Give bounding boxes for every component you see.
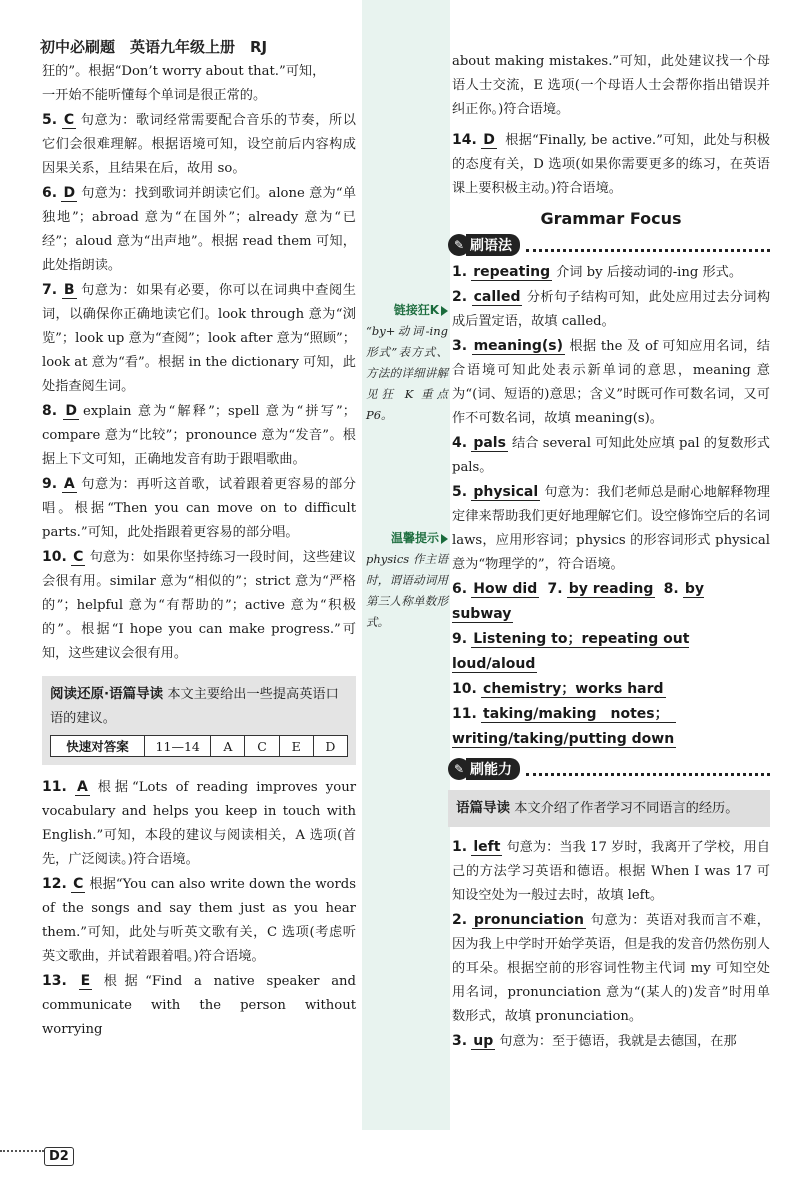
item-number: 10. <box>452 681 477 697</box>
explanation: 根据“You can also write down the words of the songs and say them just as you hear them.”可知，此处与听英文歌有关，C 选项(考虑听英文歌曲，并试着跟着唱。)符合语境。 <box>42 877 356 964</box>
answer-key: meaning(s) <box>473 338 563 354</box>
item-number: 7. <box>547 581 563 597</box>
triangle-icon <box>441 534 448 544</box>
section-title: Grammar Focus <box>540 209 682 228</box>
table-range: 11—14 <box>145 736 211 757</box>
item-number: 1. <box>452 839 468 855</box>
answer-key: C <box>73 549 84 565</box>
answer-key: How did <box>473 581 538 597</box>
answer-item <box>42 108 356 181</box>
answer-item <box>452 285 770 334</box>
answer-key: repeating <box>473 264 551 280</box>
explanation: 句意为：歌词经常需要配合音乐的节奏，所以它们会很难理解。根据语境可知，设空前后内容构成因果关系，且结果在后，故用 so。 <box>42 113 356 176</box>
answer-item <box>42 278 356 399</box>
reading-guide-box <box>42 676 356 765</box>
intro-text: about making mistakes.”可知，此处建议找一个母语人士交流，E 选项(一个母语人士会帮你指出错误并纠正你。)符合语境。 <box>452 54 770 117</box>
item-number: 3. <box>452 338 468 354</box>
explanation: 句意为：找到歌词并朗读它们。alone 意为“单独地”；abroad 意为“在国外”；already 意为“已经”；aloud 意为“出声地”。根据 read them 可知，此处指朗读。 <box>42 186 357 273</box>
item-number: 1. <box>452 264 468 280</box>
item-number: 9. <box>452 631 468 647</box>
item-number: 6. <box>452 581 468 597</box>
box-title: 阅读还原·语篇导读 <box>50 686 164 702</box>
explanation: 介词 by 后接动词的-ing 形式。 <box>556 265 743 280</box>
item-number: 11. <box>452 706 477 722</box>
answer-item <box>452 1029 770 1054</box>
answer-item <box>42 775 356 872</box>
answer-key: physical <box>473 484 539 500</box>
explanation: 句意为：如果有必要，你可以在词典中查阅生词，以确保你正确地读它们。look through 意为“浏览”；look up 意为“查阅”；look after 意为“照顾”；look at 意为“看”。根据 in the dictionary 可知，此处指查阅生词。 <box>42 283 356 394</box>
item-number: 2. <box>452 912 468 928</box>
item-number: 4. <box>452 435 468 451</box>
answer-item <box>42 545 356 666</box>
pencil-icon: ✎ <box>448 234 470 256</box>
quick-answer-table <box>50 735 348 757</box>
intro-line: 一开始不能听懂每个单词是很正常的。 <box>42 88 267 103</box>
explanation: 句意为：英语对我而言不难，因为我上中学时开始学英语，但是我的发音仍然伤别人的耳朵。根据空前的形容词性物主代词 my 可知空处用名词，pronunciation 意为“(某人的)发音”时用单数形式，故填 pronunciation。 <box>452 913 770 1024</box>
note-title: 链接狂K <box>393 303 439 317</box>
answer-item <box>452 480 770 577</box>
answer-key: A <box>76 779 88 795</box>
triangle-icon <box>441 306 448 316</box>
pencil-icon: ✎ <box>448 758 470 780</box>
answer-key: D <box>65 403 78 419</box>
explanation: 句意为：当我 17 岁时，我离开了学校，用自己的方法学习英语和德语。根据 When I was 17 可知设空处为一般过去时，故填 left。 <box>452 840 770 903</box>
answer-key: C <box>63 112 75 128</box>
explanation: 句意为：我们老师总是耐心地解释物理定律来帮助我们更好地理解它们。设空修饰空后的名词 laws，应用形容词；physics 的形容词形式 physical 意为“物理学的”，符合语境。 <box>452 485 770 572</box>
item-number: 6. <box>42 185 58 201</box>
short-answer-row <box>452 627 770 677</box>
explanation: 根据“Lots of reading improves your vocabulary and helps you keep in touch with English.”可知，本段的建议与阅读相关，A 选项(首先，广泛阅读。)符合语境。 <box>42 780 356 867</box>
left-column <box>42 60 356 1042</box>
answer-item <box>452 431 770 480</box>
item-number: 7. <box>42 282 58 298</box>
answer-key: D <box>483 132 495 148</box>
item-number: 13. <box>42 973 67 989</box>
answer-key: B <box>63 282 75 298</box>
answer-key: pronunciation <box>473 912 584 928</box>
short-answer-row <box>452 577 770 627</box>
page-number: D2 <box>44 1147 74 1166</box>
answer-key: by reading <box>568 581 654 597</box>
answer-key: pals <box>473 435 506 451</box>
explanation: 分析句子结构可知，此处应用过去分词构成后置定语，故填 called。 <box>452 290 771 329</box>
section-bar-ability: ✎ 刷能力 <box>448 758 770 780</box>
table-cell: D <box>313 736 347 757</box>
table-cell: A <box>211 736 245 757</box>
answer-key: chemistry；works hard <box>483 681 664 697</box>
explanation: 结合 several 可知此处应填 pal 的复数形式 pals。 <box>452 436 770 475</box>
short-answer-row <box>452 677 770 702</box>
explanation: 根据 the 及 of 可知应用名词，结合语境可知此处表示新单词的意思，meaning 意为“(词、短语的)意思；含义”时既可作可数名词，又可作不可数名词，故填 meaning(s)。 <box>452 339 770 426</box>
answer-item <box>452 260 770 285</box>
short-answer-row <box>452 702 770 752</box>
answer-key: left <box>473 839 501 855</box>
text-guide-box: 语篇导读 本文介绍了作者学习不同语言的经历。 <box>448 790 770 827</box>
table-cell: C <box>245 736 279 757</box>
answer-key: A <box>63 476 75 492</box>
answer-item <box>42 969 356 1042</box>
item-number: 8. <box>42 403 58 419</box>
explanation: 句意为：再听这首歌，试着跟着更容易的部分唱。根据“Then you can move on to difficult parts.”可知，此处指跟着更容易的部分唱。 <box>42 477 356 540</box>
item-number: 10. <box>42 549 67 565</box>
section-bar-grammar: ✎ 刷语法 <box>448 234 770 256</box>
intro-line: 狂的”。根据“Don’t worry about that.”可知， <box>42 64 326 79</box>
answer-item <box>452 334 770 431</box>
item-number: 8. <box>663 581 679 597</box>
answer-key: D <box>63 185 76 201</box>
answer-key: taking/making notes； writing/taking/putting down <box>452 706 676 747</box>
answer-item <box>42 472 356 545</box>
answer-item <box>42 399 356 472</box>
side-note-link <box>366 300 448 426</box>
answer-item <box>452 908 770 1029</box>
answer-item <box>42 181 356 278</box>
box-text: 本文主要给出一些提高英语口语的建议。 <box>50 687 339 726</box>
table-label: 快速对答案 <box>51 736 145 757</box>
explanation: 句意为：至于德语，我就是去德国，在那 <box>499 1034 737 1049</box>
table-cell: E <box>279 736 313 757</box>
answer-item <box>42 872 356 969</box>
answer-item: 14. D 根据“Finally, be active.”可知，此处与积极的态度有关，D 选项(如果你需要更多的练习，在英语课上要积极主动。)符合语境。 <box>452 132 770 196</box>
item-number: 12. <box>42 876 67 892</box>
explanation: 句意为：如果你坚持练习一段时间，这些建议会很有用。similar 意为“相似的”；strict 意为“严格的”；helpful 意为“有帮助的”；active 意为“积极的”。根据“I hope you can make progress.”可知，这些建议会很有用。 <box>42 550 356 661</box>
answer-key: E <box>80 973 91 989</box>
item-number: 9. <box>42 476 58 492</box>
footer-dots <box>0 1150 44 1152</box>
explanation: 根据“Find a native speaker and communicate with the person without worrying <box>42 974 356 1037</box>
answer-key: C <box>73 876 84 892</box>
item-number: 5. <box>452 484 468 500</box>
answer-key: up <box>473 1033 494 1049</box>
running-header: 初中必刷题 英语九年级上册 RJ <box>40 38 268 56</box>
item-number: 11. <box>42 779 67 795</box>
item-number: 2. <box>452 289 468 305</box>
item-number: 5. <box>42 112 58 128</box>
side-note-tip <box>366 528 448 633</box>
note-title: 温馨提示 <box>390 531 439 545</box>
note-text: physics 作主语时，谓语动词用第三人称单数形式。 <box>366 552 448 629</box>
explanation: explain 意为“解释”；spell 意为“拼写”；compare 意为“比较”；pronounce 意为“发音”。根据上下文可知，正确地发音有助于跟唱歌曲。 <box>42 404 356 467</box>
answer-key: by subway <box>452 581 705 622</box>
answer-item <box>452 835 770 908</box>
answer-key: Listening to；repeating out loud/aloud <box>452 631 690 672</box>
right-column <box>452 50 770 1054</box>
answer-key: called <box>473 289 521 305</box>
note-text: “by+动词-ing 形式”表方式、方法的详细讲解见狂 K 重点 P6。 <box>366 324 448 422</box>
item-number: 3. <box>452 1033 468 1049</box>
